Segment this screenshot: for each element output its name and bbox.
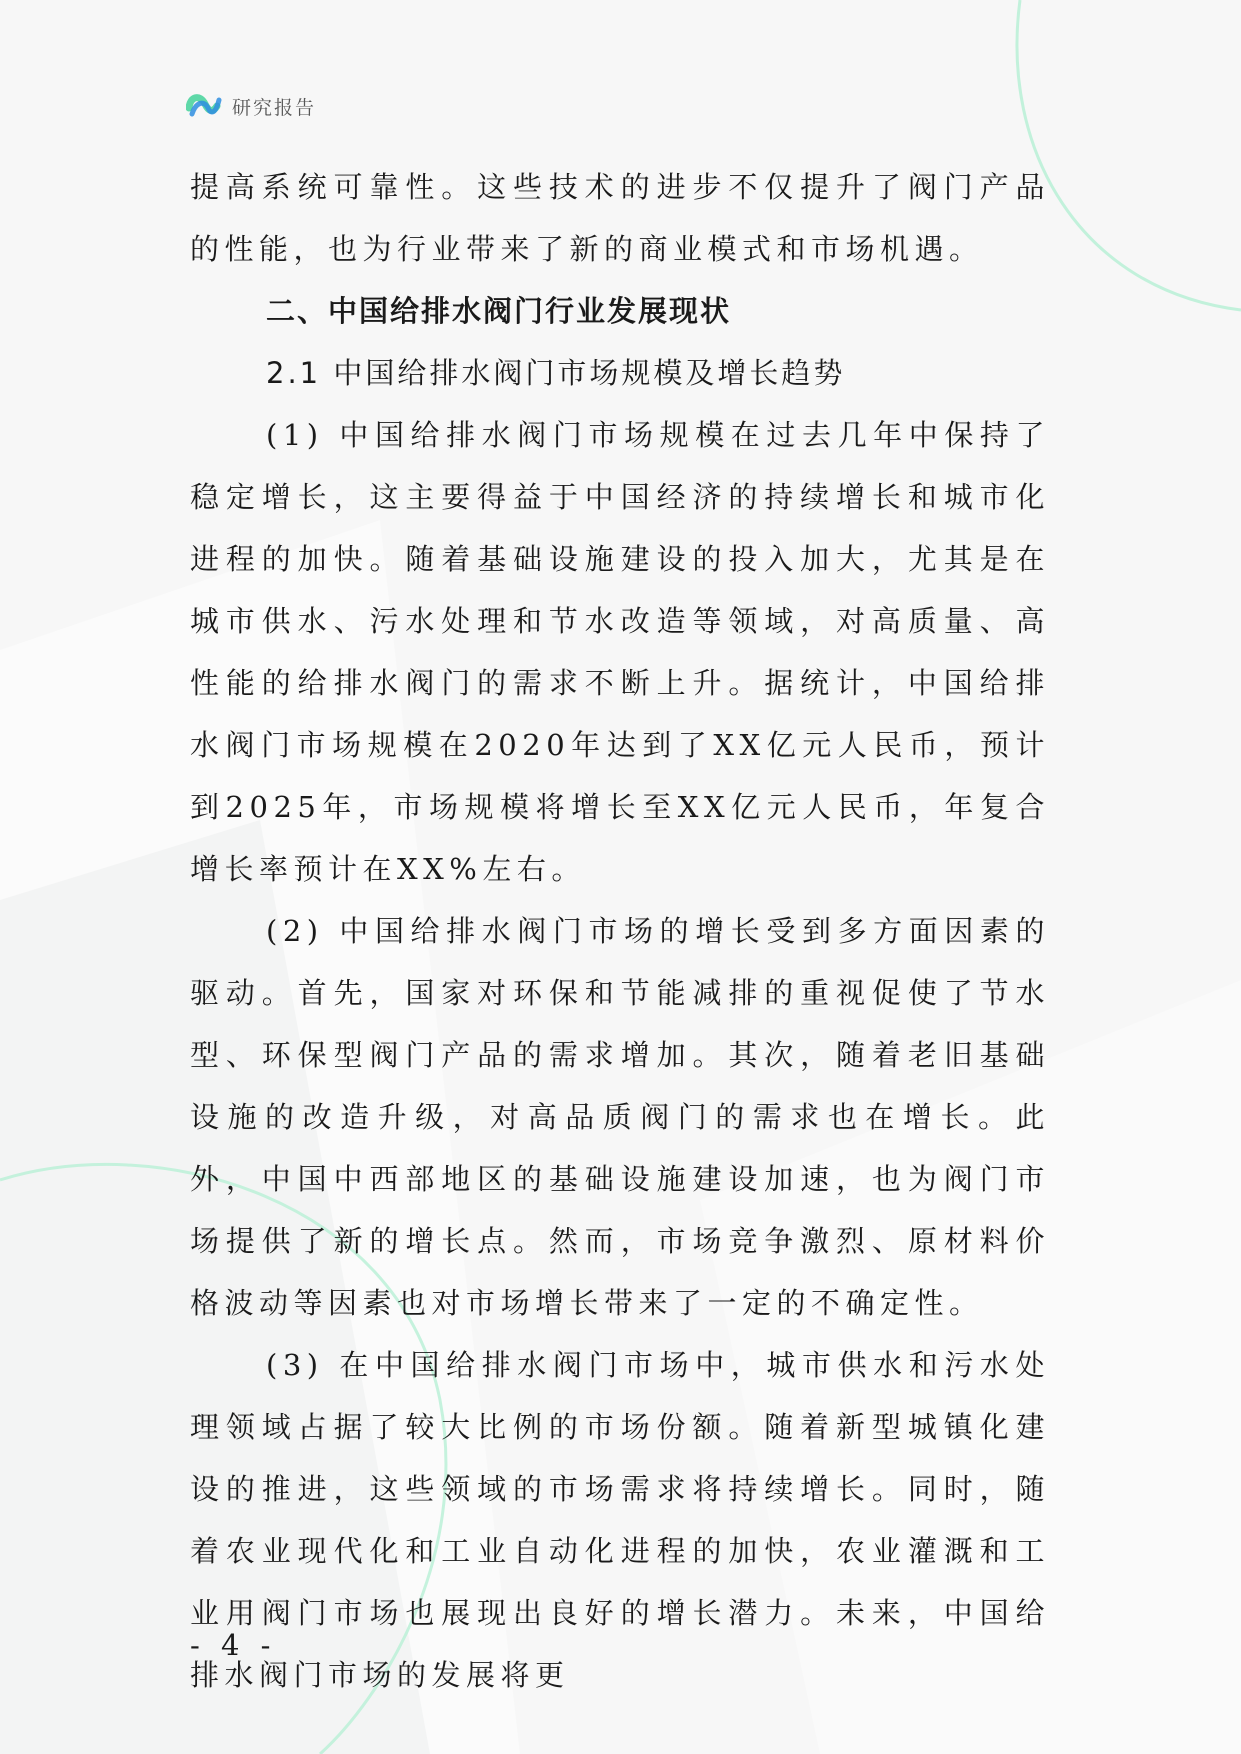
paragraph-2: (2) 中国给排水阀门市场的增长受到多方面因素的驱动。首先，国家对环保和节能减排的重视促使了节水型、环保型阀门产品的需求增加。其次，随着老旧基础设施的改造升级，对高品质阀门的需求也在增长。此外，中国中西部地区的基础设施建设加速，也为阀门市场提供了新的增长点。然而，市场竞争激烈、原材料价格波动等因素也对市场增长带来了一定的不确定性。: [190, 914, 1050, 1320]
paragraph-1: (1) 中国给排水阀门市场规模在过去几年中保持了稳定增长，这主要得益于中国经济的持续增长和城市化进程的加快。随着基础设施建设的投入加大，尤其是在城市供水、污水处理和节水改造等领域，对高质量、高性能的给排水阀门的需求不断上升。据统计，中国给排水阀门市场规模在2020年达到了XX亿元人民币，预计到2025年，市场规模将增长至XX亿元人民币，年复合增长率预计在XX%左右。: [190, 418, 1050, 886]
document-body: [190, 156, 1050, 1706]
header-label: 研究报告: [232, 96, 317, 119]
paragraph-continued: 提高系统可靠性。这些技术的进步不仅提升了阀门产品的性能，也为行业带来了新的商业模式和市场机遇。: [190, 170, 1050, 266]
subsection-heading: 2.1 中国给排水阀门市场规模及增长趋势: [266, 356, 846, 390]
brand-logo-icon: [186, 88, 222, 124]
section-heading: 二、中国给排水阀门行业发展现状: [266, 294, 732, 328]
paragraph-3: (3) 在中国给排水阀门市场中，城市供水和污水处理领域占据了较大比例的市场份额。随着新型城镇化建设的推进，这些领域的市场需求将持续增长。同时，随着农业现代化和工业自动化进程的加快，农业灌溉和工业用阀门市场也展现出良好的增长潜力。未来，中国给排水阀门市场的发展将更: [190, 1348, 1050, 1692]
document-header: [186, 88, 316, 124]
page-number: - 4 -: [190, 1628, 277, 1662]
